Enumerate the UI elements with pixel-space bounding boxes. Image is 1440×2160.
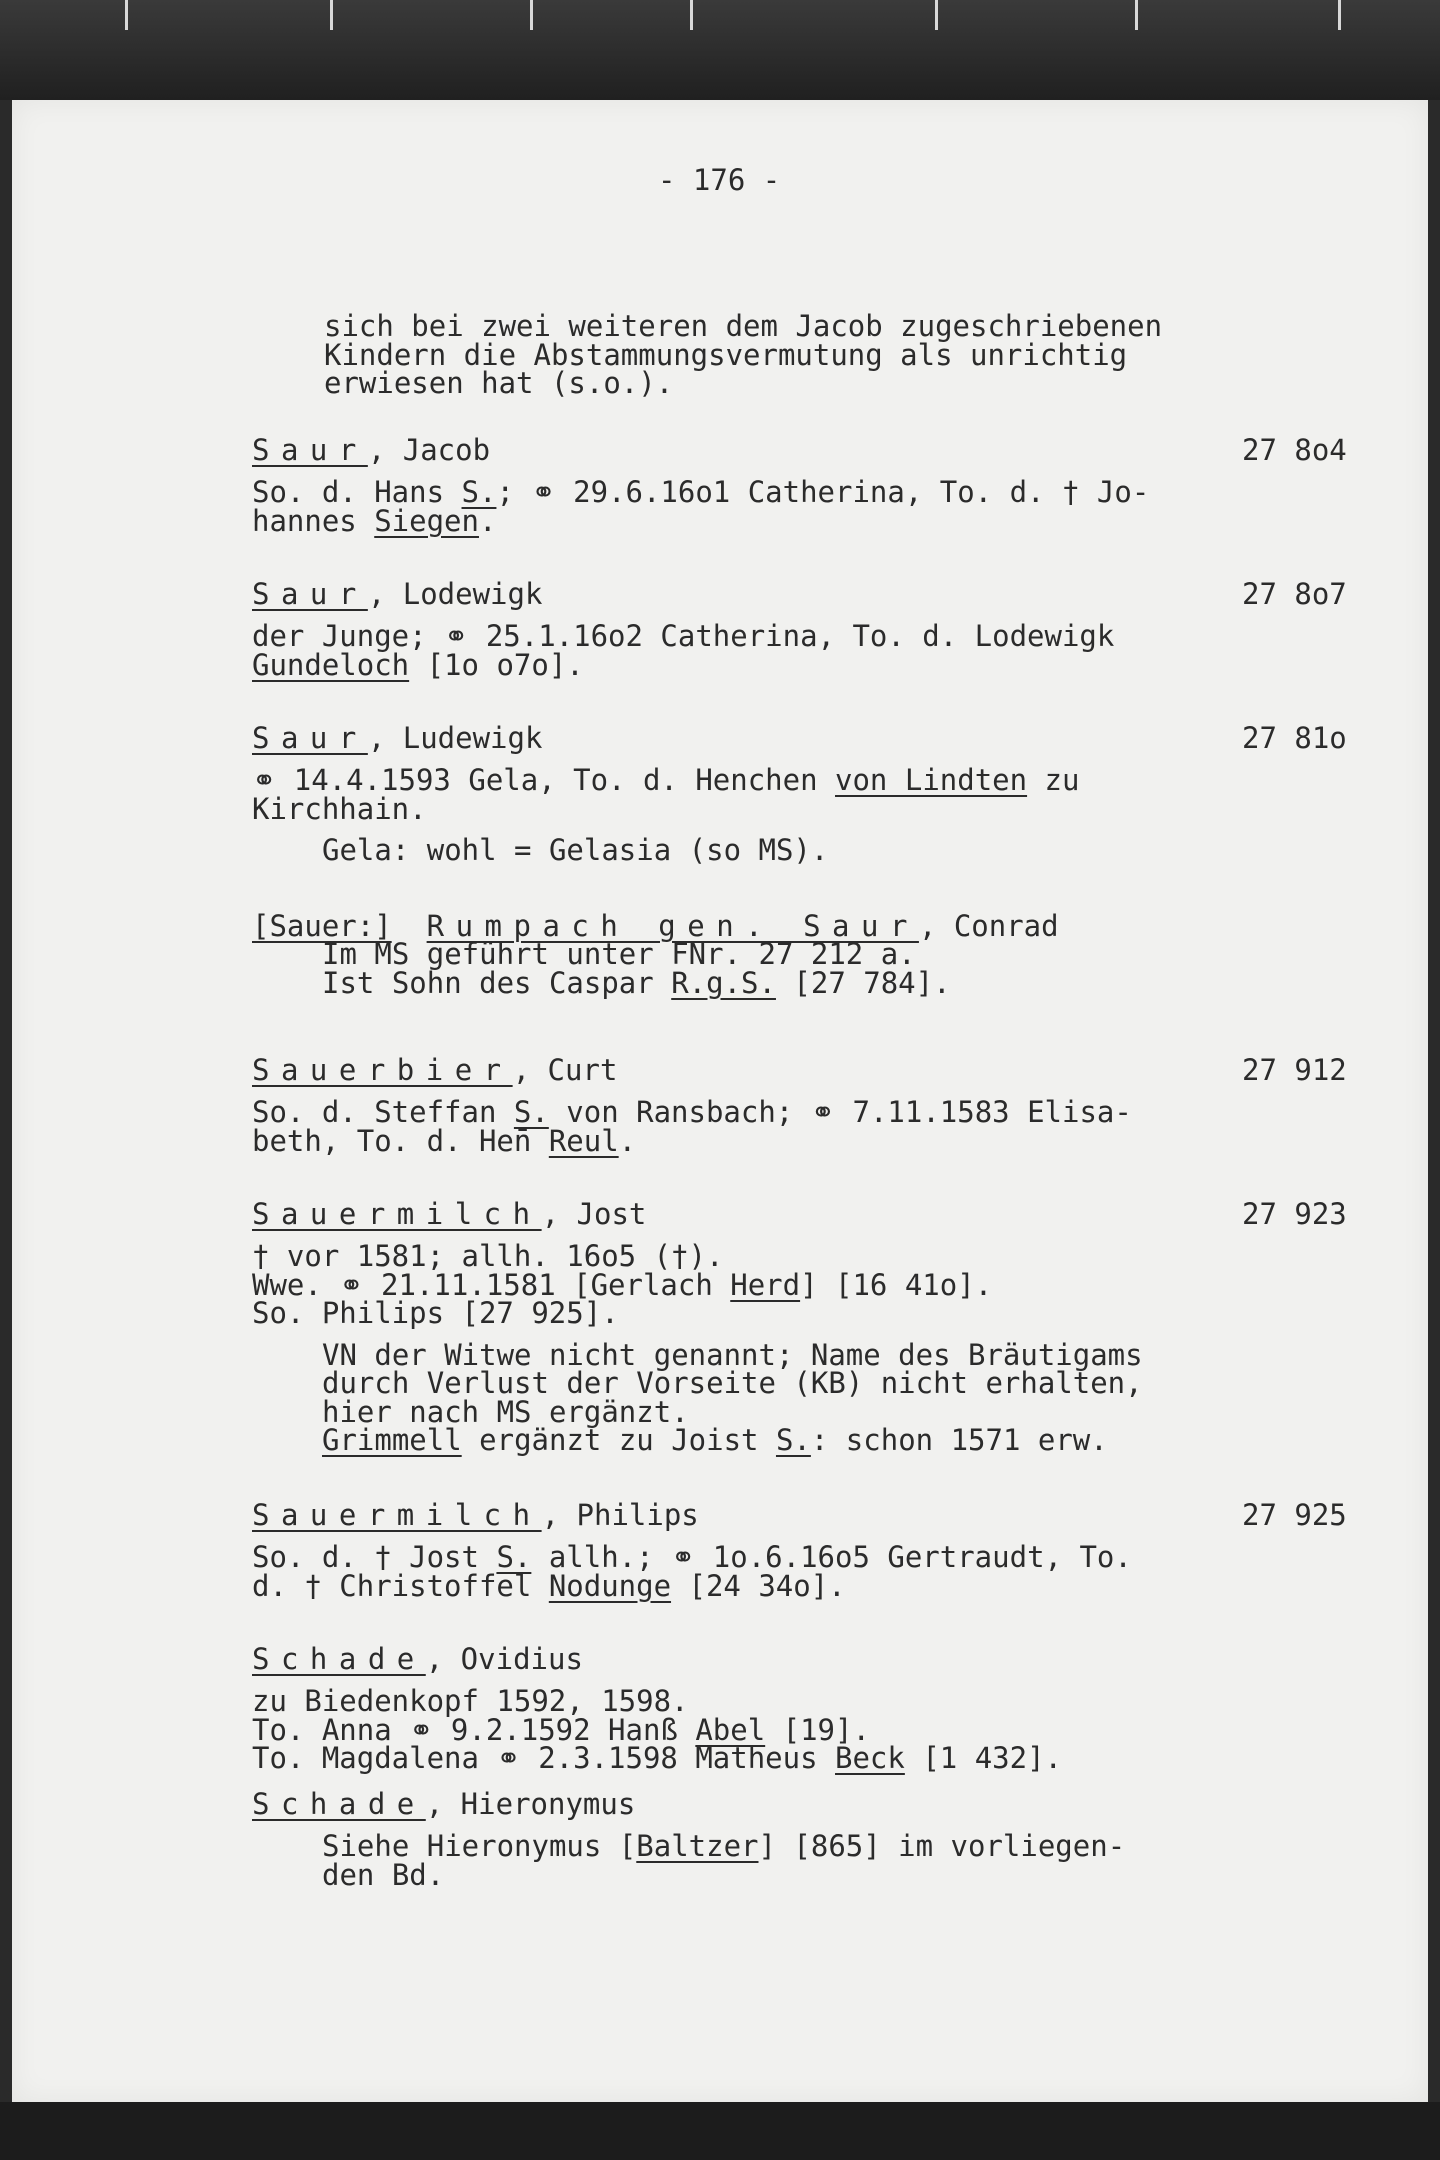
film-tick	[1338, 0, 1341, 30]
text-segment: So. d. Hans	[252, 475, 462, 509]
entry-surname: Sauermilch	[252, 1197, 542, 1231]
text-segment: Siehe Hieronymus [	[322, 1829, 637, 1863]
underlined-name: Grimmell	[322, 1423, 462, 1457]
text-segment: den Bd.	[322, 1857, 445, 1892]
text-segment: VN der Witwe nicht genannt; Name des Bräutigams	[322, 1337, 1143, 1372]
text-segment: ergänzt zu Joist	[461, 1423, 776, 1457]
entry-surname: Schade	[252, 1642, 426, 1676]
text-segment: hier nach MS ergänzt.	[322, 1394, 689, 1429]
entry-given-name: , Ludewigk	[367, 721, 543, 755]
entry-surname: Sauermilch	[252, 1498, 542, 1532]
underlined-name: S.	[513, 1095, 549, 1129]
entry-line	[252, 1741, 1062, 1775]
entry-surname: Schade	[252, 1787, 426, 1821]
entry-prefix: [Sauer:]	[252, 909, 392, 943]
text-segment: ⚭ 14.4.1593 Gela, To. d. Henchen	[252, 763, 836, 797]
text-segment: .	[618, 1123, 637, 1158]
text-segment: Kirchhain.	[252, 791, 427, 826]
entry-surname: Saur	[252, 721, 368, 755]
text-segment: Gela: wohl = Gelasia (so MS).	[322, 833, 829, 867]
text-segment: beth, To. d. Hen̄	[252, 1123, 549, 1158]
entry-note	[322, 1857, 445, 1892]
text-segment: So. d. Steffan	[252, 1095, 514, 1129]
family-number: 27 925	[1242, 1498, 1347, 1532]
entry-heading	[252, 721, 543, 755]
text-segment: [19].	[765, 1712, 870, 1747]
entry-given-name: , Hieronymus	[425, 1787, 636, 1821]
entry-given-name: , Ovidius	[425, 1642, 583, 1676]
text-segment: [1o o7o].	[409, 647, 584, 682]
family-number: 27 923	[1242, 1197, 1347, 1231]
entry-surname: Sauerbier	[252, 1053, 513, 1087]
text-segment: ; ⚭ 29.6.16o1 Catherina, To. d. † Jo-	[496, 475, 1150, 509]
entry-heading	[252, 1642, 583, 1676]
family-number: 27 8o4	[1242, 433, 1347, 467]
entry-line	[252, 1296, 619, 1330]
underlined-name: Herd	[730, 1267, 801, 1302]
text-segment: zu	[1027, 763, 1080, 797]
entry-surname: Rumpach gen. Saur	[426, 909, 919, 943]
film-strip-bottom	[0, 2102, 1440, 2160]
text-segment: [24 34o].	[671, 1568, 846, 1603]
entry-heading	[252, 1787, 636, 1821]
entry-note	[322, 965, 951, 1000]
family-number: 27 8o7	[1242, 577, 1347, 611]
entry-given-name: , Philips	[541, 1498, 699, 1532]
underlined-name: Nodunge	[548, 1568, 672, 1603]
text-segment: [27 784].	[775, 965, 951, 1000]
text-segment: zu Biedenkopf 1592, 1598.	[252, 1684, 689, 1718]
text-segment: To. Anna ⚭ 9.2.1592 Hanß	[252, 1712, 696, 1747]
document-page	[12, 100, 1428, 2102]
text-segment: allh.; ⚭ 1o.6.16o5 Gertraudt, To.	[531, 1540, 1132, 1574]
underlined-name: Beck	[835, 1741, 905, 1775]
entry-heading	[252, 1053, 618, 1087]
text-segment: durch Verlust der Vorseite (KB) nicht erhalten,	[322, 1366, 1143, 1400]
page-number: - 176 -	[658, 163, 781, 197]
text-segment: : schon 1571 erw.	[810, 1423, 1108, 1457]
family-number: 27 912	[1242, 1053, 1347, 1087]
entry-line	[252, 1568, 846, 1603]
underlined-name: Abel	[695, 1712, 766, 1747]
entry-note	[322, 833, 829, 867]
entry-heading	[252, 433, 491, 467]
text-segment: von Ransbach; ⚭ 7.11.1583 Elisa-	[548, 1095, 1132, 1129]
text-segment: [1 432].	[904, 1741, 1062, 1775]
film-tick	[690, 0, 693, 30]
film-tick	[530, 0, 533, 30]
text-segment: hannes	[252, 503, 375, 538]
underlined-name: Gundeloch	[252, 647, 410, 682]
entry-surname: Saur	[252, 433, 368, 467]
family-number: 27 81o	[1242, 721, 1347, 755]
entry-given-name: , Lodewigk	[367, 577, 543, 611]
entry-line	[252, 647, 584, 682]
film-tick	[1135, 0, 1138, 30]
film-tick	[935, 0, 938, 30]
text-segment: Im MS geführt unter FNr. 27 212 a.	[322, 937, 916, 971]
entry-surname: Saur	[252, 577, 368, 611]
film-tick	[125, 0, 128, 30]
underlined-name: Siegen	[374, 503, 479, 538]
underlined-name: S.	[461, 475, 497, 509]
text-segment: Wwe. ⚭ 21.11.1581 [Gerlach	[252, 1267, 731, 1302]
entry-heading	[252, 1197, 647, 1231]
entry-heading	[252, 577, 543, 611]
entry-line	[252, 791, 427, 826]
text-segment: ] [16 41o].	[800, 1267, 993, 1302]
text-segment: † vor 1581; allh. 16o5 (†).	[252, 1239, 724, 1273]
text-segment: Ist Sohn des Caspar	[322, 965, 672, 1000]
text-segment: To. Magdalena ⚭ 2.3.1598 Matheus	[252, 1741, 836, 1775]
intro-line: erwiesen hat (s.o.).	[324, 366, 674, 400]
underlined-name: R.g.S.	[671, 965, 776, 1000]
underlined-name: Reul	[548, 1123, 619, 1158]
text-segment: So. Philips [27 925].	[252, 1296, 619, 1330]
intro-line: Kindern die Abstammungsvermutung als unrichtig	[324, 337, 1128, 372]
underlined-name: S.	[496, 1540, 532, 1574]
text-segment: .	[478, 503, 497, 538]
entry-line	[252, 503, 497, 538]
text-segment: ] [865] im vorliegen-	[758, 1829, 1126, 1863]
underlined-name: Baltzer	[636, 1829, 759, 1863]
entry-given-name: , Jost	[541, 1197, 647, 1231]
entry-note	[322, 1423, 1108, 1457]
text-segment: d. † Christoffel	[252, 1568, 549, 1603]
entry-given-name: , Jacob	[367, 433, 491, 467]
entry-heading	[252, 1498, 699, 1532]
text-segment: So. d. † Jost	[252, 1540, 497, 1574]
entry-given-name: , Curt	[512, 1053, 618, 1087]
text-segment: der Junge; ⚭ 25.1.16o2 Catherina, To. d. Lodewigk	[252, 619, 1115, 653]
film-tick	[330, 0, 333, 30]
intro-line: sich bei zwei weiteren dem Jacob zugeschriebenen	[324, 309, 1163, 343]
entry-given-name: , Conrad	[918, 909, 1059, 943]
entry-line	[252, 1123, 637, 1158]
underlined-name: von Lindten	[835, 763, 1028, 797]
film-strip-top	[0, 0, 1440, 100]
underlined-name: S.	[775, 1423, 811, 1457]
